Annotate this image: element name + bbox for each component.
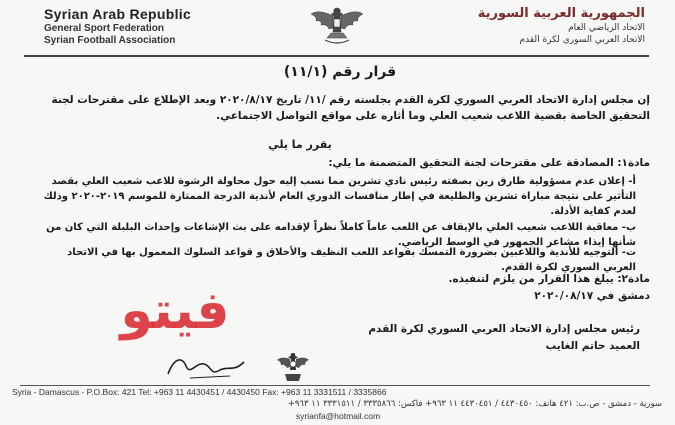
item-a: أ- إعلان عدم مسؤولية طارق زين بصفته رئيس نادي تشرين مما نسب إليه حول محاولة الرشوة للاعب شعيب العلي بقصد التأثير على نتيجة مباراة تشرين والطليعة في إطار منافسات الدوري العام لأندية الدرجة الممتازة للموسم ٢٠١٩-٢٠٢٠ وذلك لعدم كفاية الأدلة.: [43, 176, 636, 217]
english-header-line3: Syrian Football Association: [44, 35, 176, 46]
footer-english-contact: Syria - Damascus - P.O.Box: 421 Tel: +963 11 4430451 / 4430450 Fax: +963 11 3331511 / 3335866: [12, 387, 387, 397]
footer-divider: [20, 385, 650, 386]
english-letterhead: [44, 6, 274, 46]
article-1: مادة١: المصادقة على مقترحات لجنة التحقيق المتضمنة ما يلي:: [328, 157, 650, 169]
eagle-emblem-icon: [307, 2, 367, 48]
decision-date: دمشق في ٢٠٢٠/٠٨/١٧: [534, 290, 650, 302]
watermark-text: فيتو: [120, 281, 230, 341]
arabic-header-line3: الاتحاد العربي السوري لكرة القدم: [519, 35, 645, 45]
arabic-header-line1: الجمهورية العربية السورية: [477, 6, 645, 21]
english-header-line1: Syrian Arab Republic: [44, 6, 192, 22]
fito-watermark-logo: [110, 268, 240, 348]
item-c: ت- التوجيه للأندية واللاعبين بضرورة التمسك بقواعد اللعب النظيف والأخلاق و قواعد السلوك المعمول بها في الاتحاد العربي السوري لكرة القدم.: [67, 247, 636, 273]
arabic-header-line2: الاتحاد الرياضي العام: [568, 23, 645, 33]
signatory-title: رئيس مجلس إدارة الاتحاد العربي السوري لكرة القدم: [368, 323, 640, 335]
arabic-letterhead: [415, 6, 645, 45]
decides-heading: يقرر ما يلي: [268, 138, 332, 151]
english-header-line2: General Sport Federation: [44, 23, 165, 34]
handwritten-signature: [160, 352, 250, 382]
signatory-name: العميد حاتم الغايب: [545, 340, 640, 352]
footer-arabic-contact: سورية - دمشق - ص.ب: ٤٢١ هاتف: ٤٤٣٠٤٥٠ / ٤٤٣٠٤٥١ ١١ ٩٦٣+ فاكس: ٣٣٣٥٨٦٦ / ٣٣٣١٥١١ ١١ ٩٦٣+: [287, 399, 662, 409]
footer-email: syrianfa@hotmail.com: [295, 411, 381, 421]
decision-title: قرار رقم (١١/١): [283, 64, 397, 80]
association-seal-icon: [275, 350, 311, 384]
item-b: ب- معاقبة اللاعب شعيب العلي بالإيقاف عن اللعب عاماً كاملاً نظراً لإقدامه على بث الإشاعات وإحداث البلبلة التي كان من شأنها إيذاء مشاعر الجمهور في الوسط الرياضي.: [46, 222, 636, 248]
intro-paragraph: إن مجلس إدارة الاتحاد العربي السوري لكرة القدم بجلسته رقم /١١/ تاريخ ٢٠٢٠/٨/١٧ وبعد الإطلاع على مقترحات لجنة التحقيق الخاصة بقضية اللاعب شعيب العلي وما أثاره على مواقع التواصل الاجتماعي.: [51, 94, 650, 122]
article-2: مادة٢: يبلغ هذا القرار من يلزم لتنفيذه.: [448, 273, 650, 285]
header-divider: [24, 55, 649, 57]
